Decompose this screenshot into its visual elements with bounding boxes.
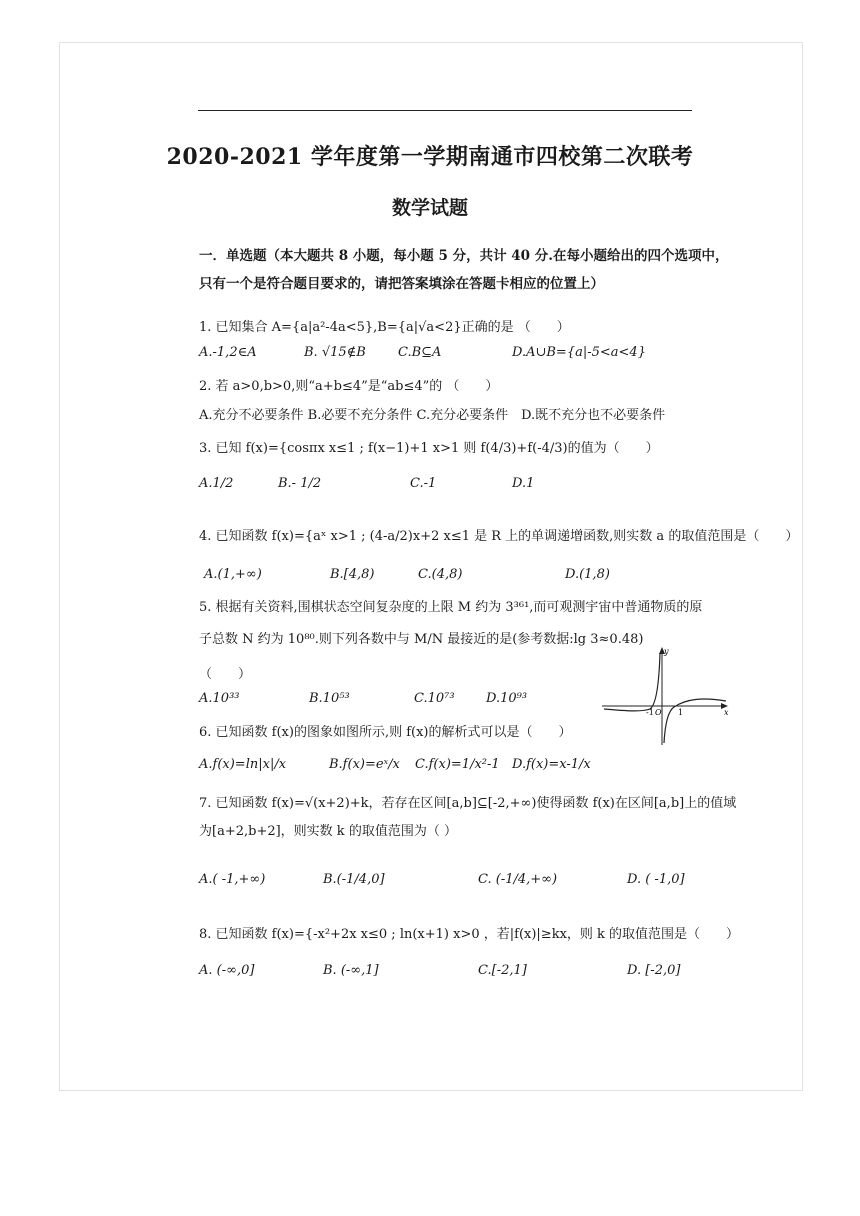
question-3: 3. 已知 f(x)={cosπx x≤1 ; f(x−1)+1 x>1 则 f(4/3)+f(-4/3)的值为（ ） — [199, 441, 659, 456]
q3-option-d: D.1 — [512, 476, 535, 491]
q7-option-a: A.( -1,+∞) — [199, 872, 266, 887]
question-6: 6. 已知函数 f(x)的图象如图所示,则 f(x)的解析式可以是（ ） — [199, 725, 572, 740]
exam-subtitle: 数学试题 — [391, 197, 468, 219]
q6-option-d: D.f(x)=x-1/x — [512, 757, 591, 772]
q8-option-d: D. [-2,0] — [627, 963, 681, 978]
graph-origin-label: O — [655, 708, 662, 717]
q6-option-a: A.f(x)=ln|x|/x — [199, 757, 287, 772]
q7-option-c: C. (-1/4,+∞) — [478, 872, 558, 887]
graph-y-label: y — [664, 647, 669, 656]
function-graph — [602, 645, 730, 747]
q2-options: A.充分不必要条件 B.必要不充分条件 C.充分必要条件 D.既不充分也不必要条件 — [199, 408, 666, 423]
question-5-line1: 5. 根据有关资料,围棋状态空间复杂度的上限 M 约为 3³⁶¹,而可观测宇宙中普通物质的原 — [199, 600, 703, 615]
q5-option-c: C.10⁷³ — [414, 691, 455, 706]
question-7-line1: 7. 已知函数 f(x)=√(x+2)+k，若存在区间[a,b]⊆[-2,+∞)使得函数 f(x)在区间[a,b]上的值域 — [199, 796, 737, 811]
question-8: 8. 已知函数 f(x)={-x²+2x x≤0 ; ln(x+1) x>0 ，若|f(x)|≥kx，则 k 的取值范围是（ ） — [199, 927, 740, 942]
graph-tick-neg: -1 — [646, 708, 654, 717]
question-2: 2. 若 a>0,b>0,则“a+b≤4”是“ab≤4”的 （ ） — [199, 379, 499, 394]
q1-option-b: B. √15∉B — [304, 345, 366, 360]
exam-title: 2020-2021 学年度第一学期南通市四校第二次联考 — [166, 144, 694, 170]
question-7-line2: 为[a+2,b+2]，则实数 k 的取值范围为（ ） — [199, 824, 457, 839]
q8-option-a: A. (-∞,0] — [199, 963, 255, 978]
q4-option-c: C.(4,8) — [418, 567, 463, 582]
question-4: 4. 已知函数 f(x)={aˣ x>1 ; (4-a/2)x+2 x≤1 是 R 上的单调递增函数,则实数 a 的取值范围是（ ） — [199, 529, 799, 544]
header-rule — [198, 110, 692, 111]
section-heading-line2: 只有一个是符合题目要求的，请把答案填涂在答题卡相应的位置上） — [199, 276, 604, 292]
q8-option-b: B. (-∞,1] — [323, 963, 379, 978]
q7-option-d: D. ( -1,0] — [627, 872, 685, 887]
q1-option-a: A.-1,2∈A — [199, 345, 257, 360]
graph-tick-pos: 1 — [678, 708, 684, 717]
question-1: 1. 已知集合 A={a|a²-4a<5},B={a|√a<2}正确的是 （ ） — [199, 320, 570, 335]
q5-option-d: D.10⁹³ — [486, 691, 528, 706]
q7-option-b: B.(-1/4,0] — [323, 872, 385, 887]
q8-option-c: C.[-2,1] — [478, 963, 527, 978]
question-5-line2: 子总数 N 约为 10⁸⁰.则下列各数中与 M/N 最接近的是(参考数据:lg 3≈0.48) — [199, 632, 644, 647]
question-5-line3: （ ） — [199, 667, 252, 682]
q4-option-d: D.(1,8) — [565, 567, 610, 582]
q3-option-a: A.1/2 — [199, 476, 234, 491]
graph-curve-left — [604, 653, 660, 711]
graph-x-label: x — [724, 708, 729, 717]
q6-option-b: B.f(x)=eˣ/x — [329, 757, 400, 772]
q4-option-b: B.[4,8) — [330, 567, 375, 582]
q5-option-a: A.10³³ — [199, 691, 240, 706]
q6-option-c: C.f(x)=1/x²-1 — [415, 757, 500, 772]
q3-option-c: C.-1 — [410, 476, 437, 491]
q3-option-b: B.- 1/2 — [278, 476, 322, 491]
q4-option-a: A.(1,+∞) — [204, 567, 262, 582]
q1-option-c: C.B⊆A — [398, 345, 442, 360]
section-heading-line1: 一．单选题（本大题共 8 小题，每小题 5 分，共计 40 分.在每小题给出的四个选项中， — [199, 248, 729, 264]
q5-option-b: B.10⁵³ — [309, 691, 350, 706]
q1-option-d: D.A∪B={a|-5<a<4} — [512, 345, 646, 360]
